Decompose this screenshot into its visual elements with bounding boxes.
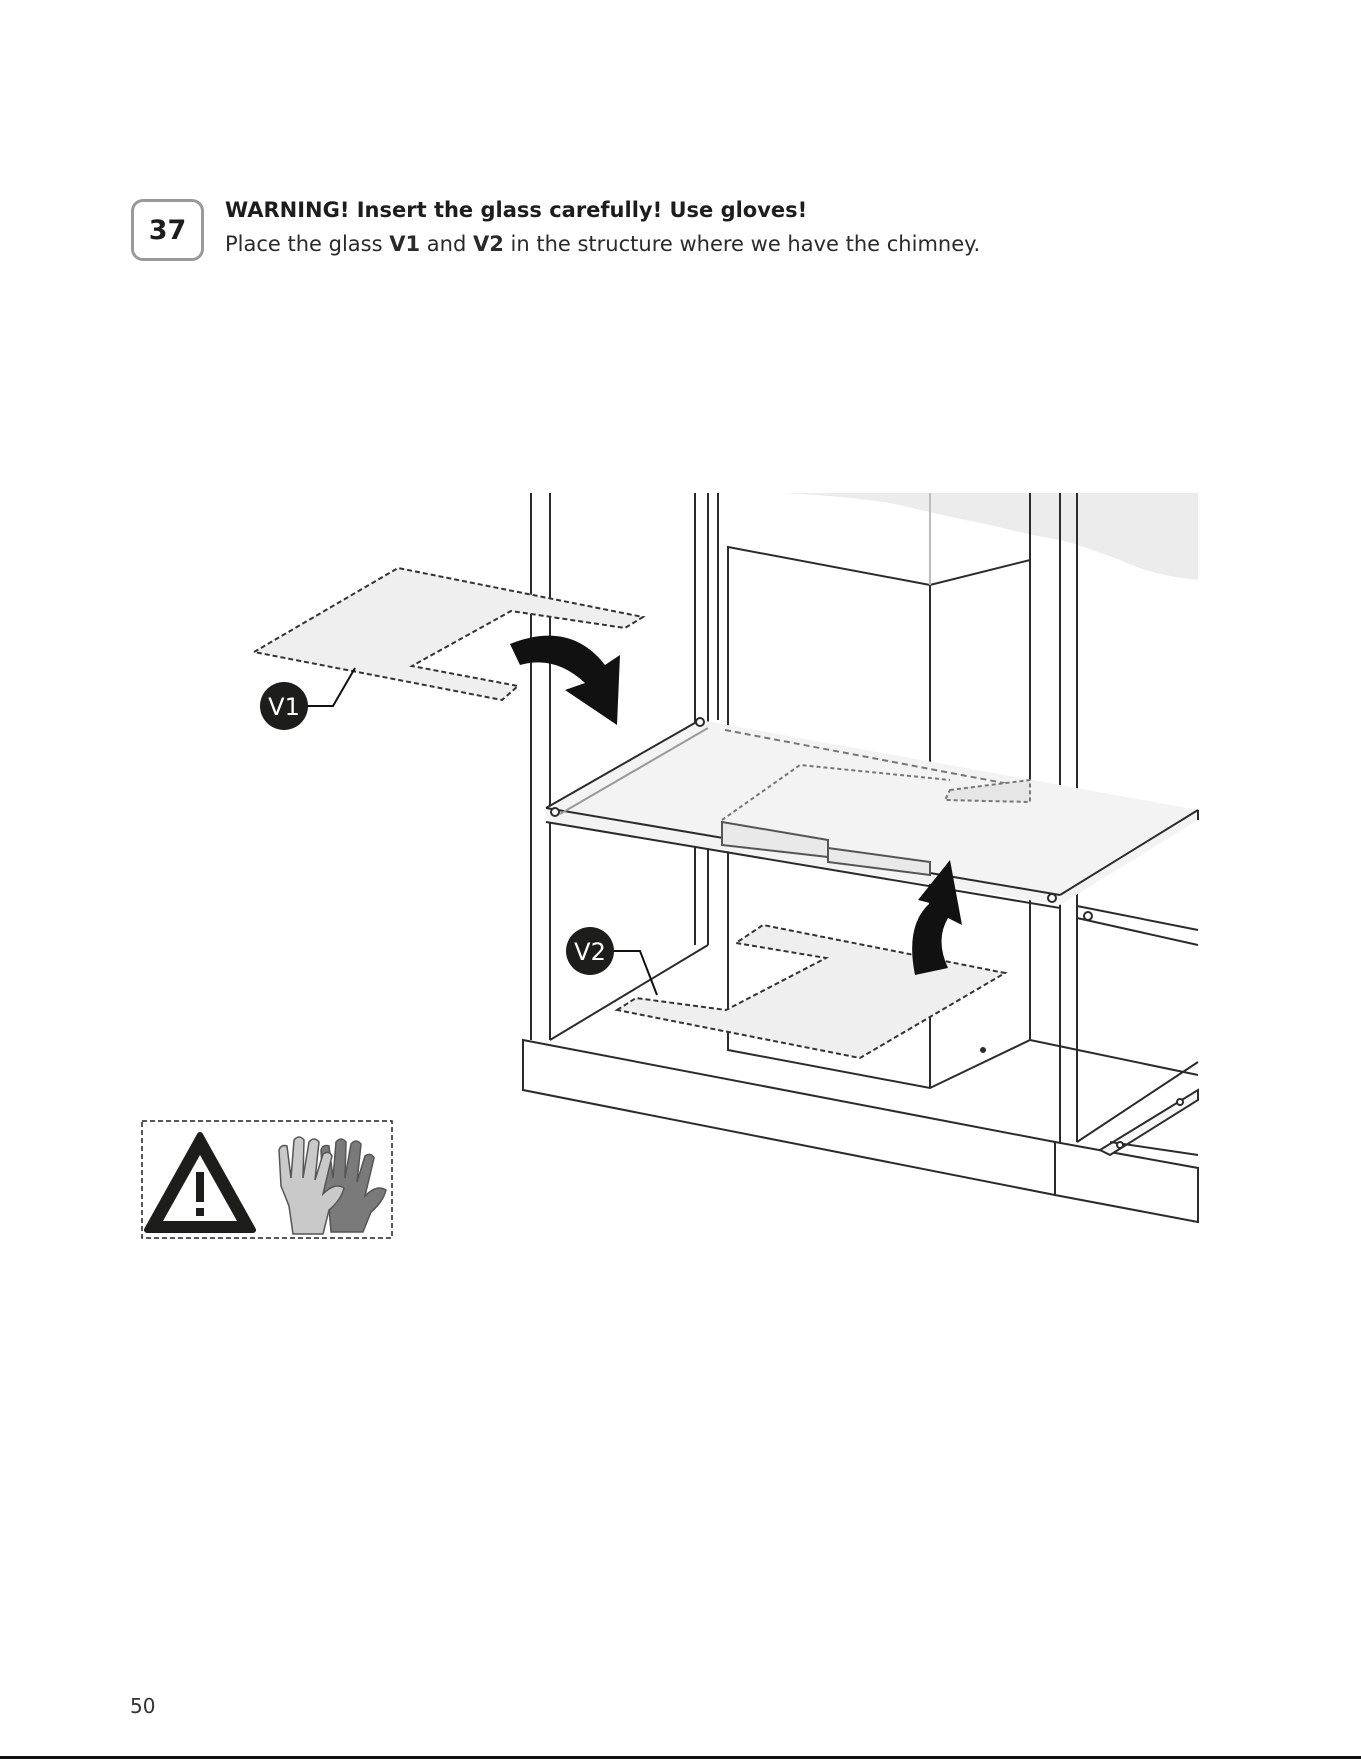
- warning-text: WARNING! Insert the glass carefully! Use gloves!: [225, 198, 808, 222]
- label-v2: [566, 927, 614, 975]
- page-number: 50: [130, 1694, 156, 1718]
- safety-panel: [141, 1120, 393, 1240]
- instruction-part-v1: V1: [389, 232, 421, 256]
- arrow-down-icon: [510, 636, 620, 725]
- instruction-text: [225, 232, 980, 256]
- label-v1-text: V1: [268, 693, 300, 721]
- label-v1: [260, 682, 308, 730]
- bottom-rule: [0, 1756, 1361, 1759]
- label-v2-text: V2: [574, 938, 606, 966]
- instruction-part-v2: V2: [472, 232, 504, 256]
- instruction-middle: and: [420, 232, 473, 256]
- step-number: 37: [148, 214, 187, 246]
- instruction-prefix: Place the glass: [225, 232, 390, 256]
- instruction-suffix: in the structure where we have the chimney.: [503, 232, 981, 256]
- assembly-illustration: [240, 490, 1200, 1230]
- step-number-badge: [131, 199, 204, 261]
